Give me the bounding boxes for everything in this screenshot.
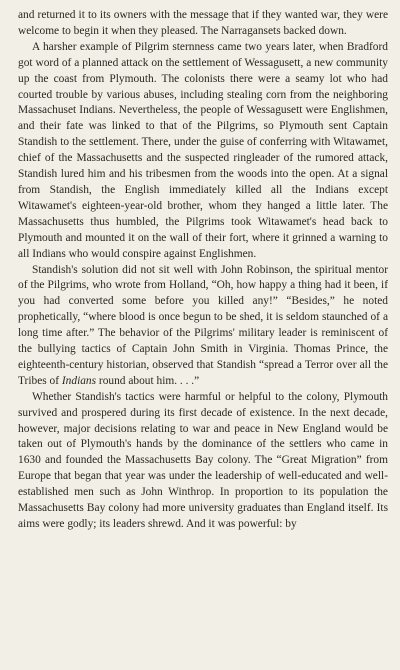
paragraph-3-italic: Indians [61, 374, 97, 387]
paragraph-3 [18, 263, 388, 390]
paragraph-2: A harsher example of Pilgrim sternness came two years later, when Bradford got word of a planned attack on the settlement of Wessagusett, a new community up the coast from Plymouth. The colonists there were a seamy lot who had courted trouble by various abuses, including stealing corn from the neighboring Massachuset Indians. Nevertheless, the people of Wessagusett were Englishmen, and their fate was linked to that of the Pilgrims, so Plymouth sent Captain Standish to the settlement. There, under the guise of conferring with Witawamet, chief of the Massachusetts and the suspected ringleader of the rumored attack, Standish lured him and his tribesmen from the woods into the open. At a signal from Standish, the English immediately killed all the Indians except Witawamet's eighteen-year-old brother, whom they hanged a little later. The Massachusetts thus humbled, the Pilgrims took Witawamet's head back to Plymouth and mounted it on the wall of their fort, where it grinned a warning to all Indians who would conspire against Englishmen. [18, 40, 388, 260]
paragraph-3-text-a: Standish's solution did not sit well with John Robinson, the spiritual mentor of the Pilgrims, who wrote from Holland, “Oh, how happy a thing had it been, if you had converted some before you killed any!” “Besides,” he noted prophetically, “where blood is once begun to be shed, it is seldom staunched of a long time after.” The behavior of the Pilgrims' military leader is reminiscent of the bullying tactics of Captain John Smith in Virginia. Thomas Prince, the eighteenth-century historian, observed that Standish “spread a Terror over all the Tribes of [18, 263, 388, 387]
paragraph-3-text-b: round about him. . . .” [96, 374, 200, 387]
paragraph-1: and returned it to its owners with the message that if they wanted war, they were welcome to begin it when they pleased. The Narragansets backed down. [18, 9, 388, 37]
book-page [18, 8, 388, 663]
paragraph-4: Whether Standish's tactics were harmful or helpful to the colony, Plymouth survived and prospered during its first decade of existence. In the next decade, however, major decisions relating to war and peace in New England would be taken out of Plymouth's hands by the dominance of the settlers who came in 1630 and founded the Massachusetts Bay colony. The “Great Migration” from Europe that began that year was under the leadership of well-educated and well-established men such as John Winthrop. In proportion to its population the Massachusetts Bay colony had more university graduates than England itself. Its aims were godly; its leaders shrewd. And it was powerful: by [18, 390, 388, 530]
